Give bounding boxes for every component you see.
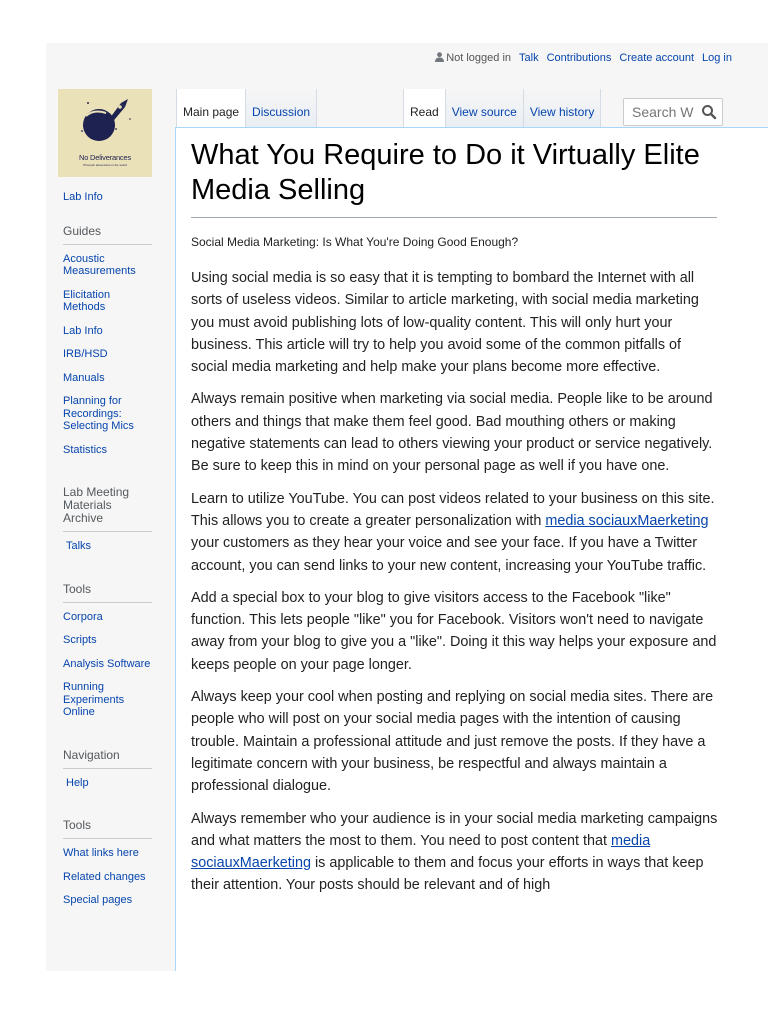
- wiki-page: [46, 43, 768, 971]
- sidebar-item-analysis-software[interactable]: Analysis Software: [63, 657, 151, 670]
- paragraph-text: Learn to utilize YouTube. You can post videos related to your business on this site. This allows you to create a greater personalization with: [191, 490, 715, 529]
- tab-view-history[interactable]: View history: [524, 89, 601, 127]
- article-content: [175, 127, 768, 971]
- tab-main-page[interactable]: Main page: [176, 89, 246, 127]
- site-logo[interactable]: [58, 89, 152, 177]
- sidebar-item-running-experiments-online[interactable]: Running Experiments Online: [63, 681, 125, 718]
- paragraph-text: Always remember who your audience is in your social media marketing campaigns and what matters the most to them. You need to post content that: [191, 810, 718, 849]
- sidebar-item-help[interactable]: Help: [66, 776, 89, 789]
- sidebar-item-lab-info-guides[interactable]: Lab Info: [63, 324, 103, 337]
- article-paragraph: Always remain positive when marketing via social media. People like to be around others and things that make them feel good. Bad mouthing others or making negative statements can lead to others viewing your product or service negatively. Be sure to keep this in mind on your personal page as well if you have one.: [191, 391, 713, 475]
- sidebar-heading-navigation: Navigation: [63, 749, 152, 769]
- search-box: [623, 98, 723, 126]
- article-subheading: Social Media Marketing: Is What You're Doing Good Enough?: [191, 235, 519, 249]
- view-tabs: [403, 89, 601, 127]
- sidebar: [63, 191, 152, 918]
- paragraph-text: is applicable to them and focus your efforts in ways that keep their attention. Your posts should be relevant and of high: [191, 855, 704, 894]
- sidebar-item-irb-hsd[interactable]: IRB/HSD: [63, 348, 108, 360]
- sidebar-item-scripts[interactable]: Scripts: [63, 634, 97, 646]
- article-paragraph: [191, 808, 718, 897]
- sidebar-heading-tools: Tools: [63, 583, 152, 603]
- sidebar-item-what-links-here[interactable]: What links here: [63, 847, 139, 859]
- sidebar-item-special-pages[interactable]: Special pages: [63, 894, 133, 906]
- sidebar-heading-lab-meeting-archive: Lab Meeting Materials Archive: [63, 486, 152, 532]
- logo-rocket-icon: [58, 89, 152, 151]
- article-paragraph: Using social media is so easy that it is tempting to bombard the Internet with all sorts of useless videos. Similar to article marketing, with social media marketing you must avoid publishing lots of low-quality content. This will only hurt your business. This article will try to help you avoid some of the common pitfalls of social media marketing and help make your plans become more effective.: [191, 270, 699, 376]
- sidebar-item-corpora[interactable]: Corpora: [63, 610, 103, 623]
- search-input[interactable]: [632, 100, 712, 124]
- user-icon: [435, 52, 444, 62]
- media-sociaux-link[interactable]: media sociauxMaerketing: [191, 832, 651, 872]
- namespace-tabs: [176, 89, 317, 127]
- personal-tools: [435, 52, 732, 64]
- tab-discussion[interactable]: Discussion: [246, 89, 317, 127]
- sidebar-item-statistics[interactable]: Statistics: [63, 443, 108, 456]
- create-account-link[interactable]: Create account: [619, 52, 695, 64]
- tab-view-source[interactable]: View source: [446, 89, 524, 127]
- sidebar-item-lab-info[interactable]: Lab Info: [63, 191, 103, 203]
- sidebar-item-talks[interactable]: Talks: [66, 540, 92, 552]
- article-paragraph: Add a special box to your blog to give visitors access to the Facebook "like" function. This lets people "like" you for Facebook. Visitors won't need to navigate away from your blog to give you a "like". Doing it this way helps your exposure and keeps people on your page longer.: [191, 589, 717, 673]
- page-title: What You Require to Do it Virtually Elite Media Selling: [191, 138, 717, 218]
- sidebar-heading-guides: Guides: [63, 225, 152, 245]
- contributions-link[interactable]: Contributions: [546, 52, 612, 64]
- not-logged-in-status: Not logged in: [435, 52, 511, 64]
- article-paragraph: Always keep your cool when posting and replying on social media sites. There are people who will post on your social media pages with the intention of causing trouble. Maintain a professional attitude and just remove the posts. If they have a legitimate concern with your business, be respectful and always maintain a professional dialogue.: [191, 689, 714, 795]
- media-sociaux-link[interactable]: media sociauxMaerketing: [545, 512, 709, 529]
- sidebar-item-planning-for-recordings[interactable]: Planning for Recordings: Selecting Mics: [63, 395, 134, 432]
- tab-read[interactable]: Read: [403, 89, 446, 127]
- paragraph-text: your customers as they hear your voice and see your face. If you have a Twitter account, you can send links to your new content, increasing your YouTube traffic.: [191, 535, 707, 574]
- sidebar-item-related-changes[interactable]: Related changes: [63, 870, 146, 883]
- search-icon[interactable]: [701, 104, 717, 120]
- logo-tagline: Phonetic adventures in the world: [83, 163, 127, 167]
- sidebar-heading-page-tools: Tools: [63, 819, 152, 839]
- logo-text: No Deliverances: [78, 153, 132, 162]
- article-paragraph: [191, 488, 718, 577]
- log-in-link[interactable]: Log in: [702, 52, 732, 64]
- sidebar-item-manuals[interactable]: Manuals: [63, 371, 105, 384]
- sidebar-item-acoustic-measurements[interactable]: Acoustic Measurements: [63, 252, 136, 277]
- talk-link[interactable]: Talk: [519, 52, 539, 64]
- sidebar-item-elicitation-methods[interactable]: Elicitation Methods: [63, 288, 111, 313]
